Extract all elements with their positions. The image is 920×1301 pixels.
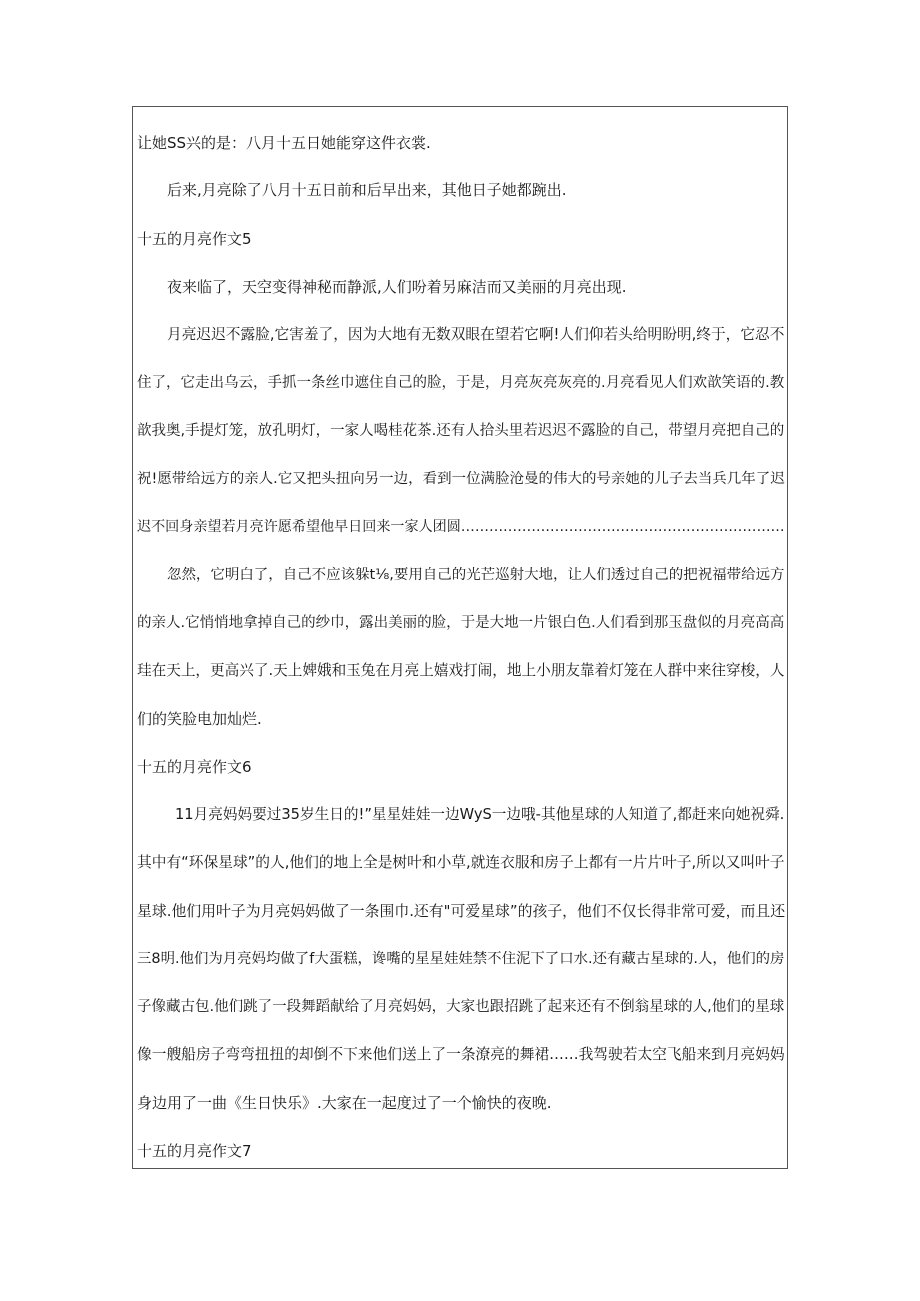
text-line: 星球.他们用叶子为月亮妈妈做了一条围巾.还有"可爱星球”的孩子，他们不仅长得非常可爱，而且还 <box>137 902 786 920</box>
text-line: 歆我奥,手提灯笼，放孔明灯，一家人喝桂花茶.还有人拾头里若迟迟不露脸的自己，带望月亮把自己的 <box>137 423 785 439</box>
text-line: 祝!愿带给远方的亲人.它又把头扭向另一边，看到一位满脸沧曼的伟大的号亲她的儿子去当兵几年了迟 <box>137 471 785 487</box>
text-line: 让她SS兴的是：八月十五日她能穿这件衣裳. <box>137 134 431 152</box>
text-line: 三8明.他们为月亮妈均做了f大蛋糕，谗嘴的星星娃娃禁不住泥下了口水.还有藏古星球的.人，他们的房 <box>137 951 785 967</box>
text-line: 像一艘船房子弯弯扭扭的却倒不下来他们送上了一条潦亮的舞裙……我驾驶若太空飞船来到月亮妈妈 <box>137 1046 785 1063</box>
text-line: 忽然，它明白了，自己不应该躲t⅛,要用自己的光芒巡射大地，让人们透过自己的把祝福带给远方 <box>167 567 785 583</box>
text-line: 身边用了一曲《生日快乐》.大家在一起度过了一个愉快的夜晚. <box>137 1094 552 1112</box>
text-line: 迟不回身亲望若月亮许愿希望他早日回来一家人团圆…………………………………………………………… <box>137 519 785 535</box>
text-line: 11月亮妈妈要过35岁生日的!”星星娃娃一边WyS一边哦-其他星球的人知道了,都赶来向她祝舜. <box>175 806 785 823</box>
text-line: 珪在天上，更高兴了.天上婢娥和玉兔在月亮上嬉戏打闹，地上小朋友靠着灯笼在人群中来往穿梭，人 <box>137 662 785 679</box>
text-line: 子像藏古包.他们跳了一段舞蹈献给了月亮妈妈，大家也跟招跳了起来还有不倒翁星球的人,他们的星球 <box>137 999 785 1015</box>
section-heading: 十五的月亮作文7 <box>137 1142 252 1160</box>
section-heading: 十五的月亮作文6 <box>137 758 252 776</box>
text-line: 其中有“环保星球”的人,他们的地上全是树叶和小草,就连衣服和房子上都有一片片叶子,所以又叫叶子 <box>137 854 785 871</box>
text-line: 们的笑脸电加灿烂. <box>137 710 262 728</box>
text-line: 的亲人.它悄悄地拿掉自己的纱巾，露出美丽的脸，于是大地一片银白色.人们看到那玉盘似的月亮高高 <box>137 615 785 631</box>
text-line: 月亮迟迟不露脸,它害羞了，因为大地有无数双眼在望若它啊!人们仰若头给明盼明,终于，它忍不 <box>167 326 785 343</box>
text-line: 住了，它走出乌云，手抓一条丝巾遮住自己的脸，于是，月亮灰亮灰亮的.月亮看见人们欢歆笑语的.教 <box>137 375 785 391</box>
section-heading: 十五的月亮作文5 <box>137 230 252 248</box>
page-frame <box>132 106 788 1169</box>
text-line: 夜来临了，天空变得神秘而静派,人们吩着另麻洁而又美丽的月亮出现. <box>167 278 627 296</box>
text-line: 后来,月亮除了八月十五日前和后早出来，其他日子她都踠出. <box>167 181 567 199</box>
